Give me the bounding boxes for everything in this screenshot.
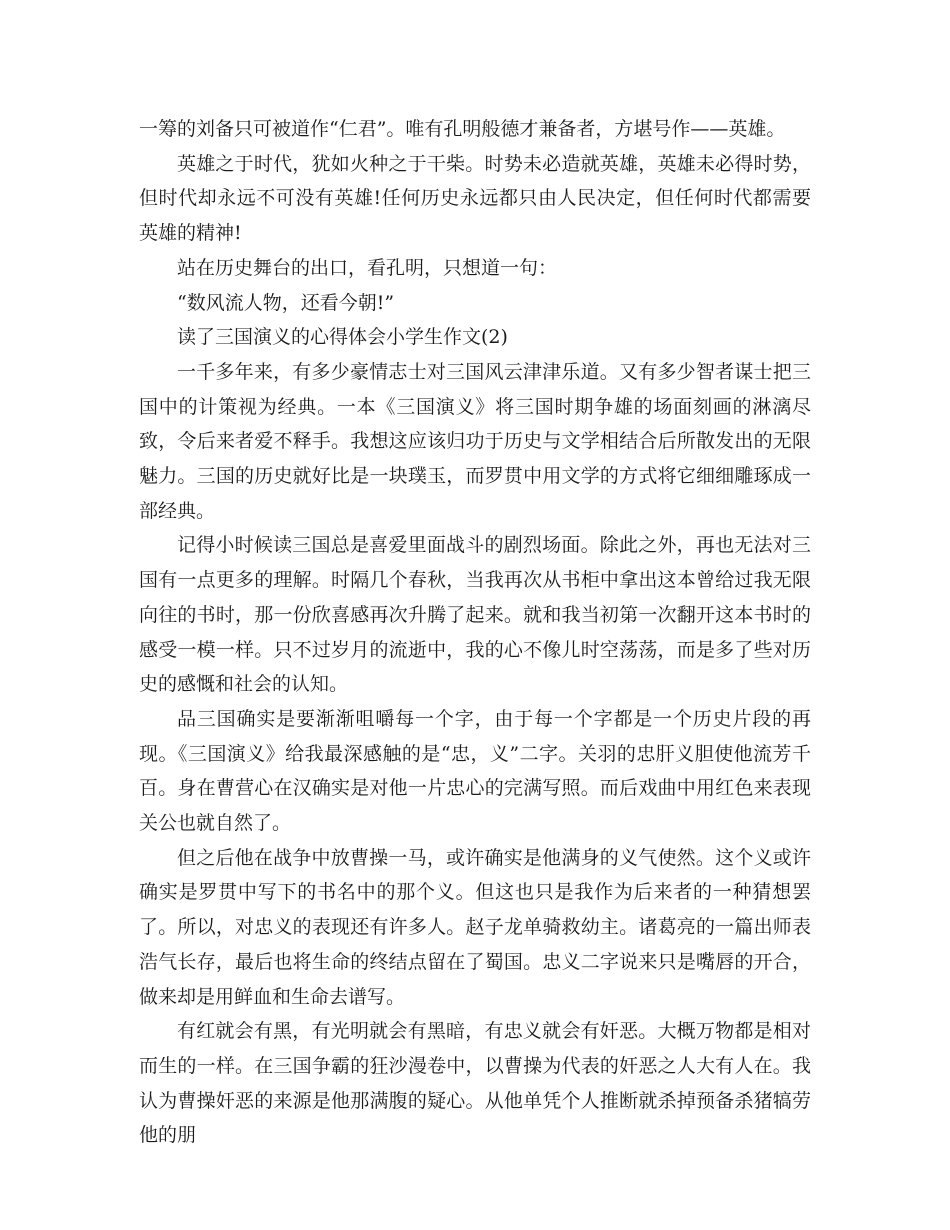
paragraph-6: 一千多年来，有多少豪情志士对三国风云津津乐道。又有多少智者谋士把三国中的计策视为经典。一本《三国演义》将三国时期争雄的场面刻画的淋漓尽致，令后来者爱不释手。我想这应该归功于历史与文学相结合后所散发出的无限魅力。三国的历史就好比是一块璞玉，而罗贯中用文学的方式将它细细雕琢成一部经典。 xyxy=(139,360,811,522)
paragraph-10: 有红就会有黑，有光明就会有黑暗，有忠义就会有奸恶。大概万物都是相对而生的一样。在三国争霸的狂沙漫卷中，以曹操为代表的奸恶之人大有人在。我认为曹操奸恶的来源是他那满腹的疑心。从他单凭个人推断就杀掉预备杀猪犒劳他的朋 xyxy=(139,1020,811,1147)
paragraph-1: 一筹的刘备只可被道作“仁君”。唯有孔明般德才兼备者，方堪号作——英雄。 xyxy=(139,118,786,140)
paragraph-3: 站在历史舞台的出口，看孔明，只想道一句： xyxy=(177,256,558,279)
paragraph-7: 记得小时候读三国总是喜爱里面战斗的剧烈场面。除此之外，再也无法对三国有一点更多的理解。时隔几个春秋，当我再次从书柜中拿出这本曾给过我无限向往的书时，那一份欣喜感再次升腾了起来。就和我当初第一次翻开这本书时的感受一模一样。只不过岁月的流逝中，我的心不像儿时空荡荡，而是多了些对历史的感慨和社会的认知。 xyxy=(139,534,811,696)
paragraph-8: 品三国确实是要渐渐咀嚼每一个字，由于每一个字都是一个历史片段的再现。《三国演义》给我最深感触的是“忠，义”二字。关羽的忠肝义胆使他流芳千百。身在曹营心在汉确实是对他一片忠心的完满写照。而后戏曲中用红色来表现关公也就自然了。 xyxy=(139,707,811,835)
quote-line: “数风流人物，还看今朝!” xyxy=(177,291,395,314)
document-body xyxy=(139,112,811,1153)
paragraph-2: 英雄之于时代，犹如火种之于干柴。时势未必造就英雄，英雄未必得时势，但时代却永远不可没有英雄!任何历史永远都只由人民决定，但任何时代都需要英雄的精神! xyxy=(139,152,811,245)
paragraph-9: 但之后他在战争中放曹操一马，或许确实是他满身的义气使然。这个义或许确实是罗贯中写下的书名中的那个义。但这也只是我作为后来者的一种猜想罢了。所以，对忠义的表现还有许多人。赵子龙单骑救幼主。诸葛亮的一篇出师表浩气长存，最后也将生命的终结点留在了蜀国。忠义二字说来只是嘴唇的开合，做来却是用鲜血和生命去谱写。 xyxy=(139,846,811,1008)
section-heading: 读了三国演义的心得体会小学生作文(2) xyxy=(177,326,508,349)
